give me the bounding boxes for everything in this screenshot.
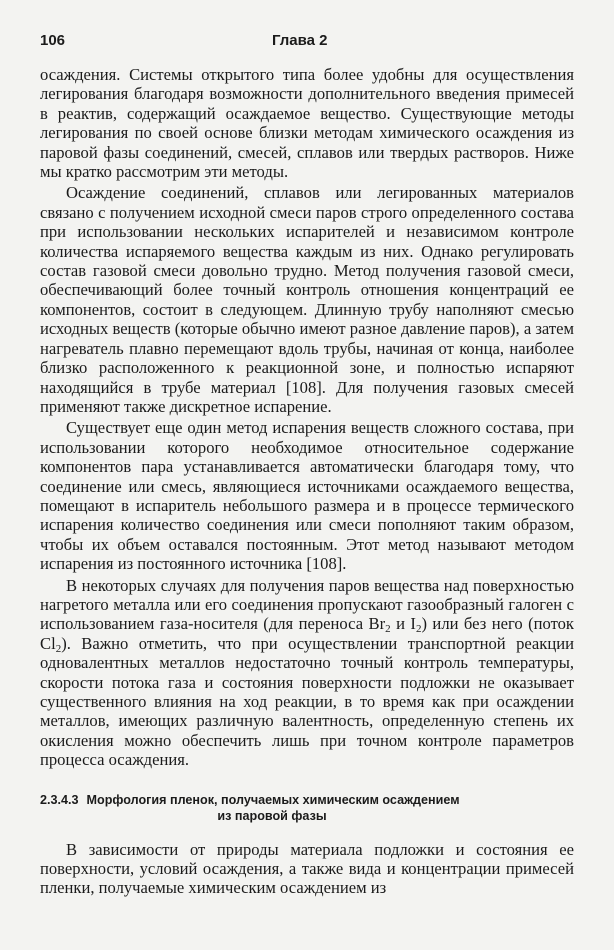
section-title-line-1: Морфология пленок, получаемых химическим осаждением — [86, 792, 460, 807]
paragraph-1: осаждения. Системы открытого типа более удобны для осуществления легирования благодаря возможности дополнительного введения примесей в реактив, содержащий осаждаемое вещество. Существующие методы легирования по своей основе близки методам химического осаждения из паровой фазы соединений, смесей, сплавов или твердых растворов. Ниже мы кратко рассмотрим эти методы. — [40, 65, 574, 182]
section-number: 2.3.4.3 — [40, 792, 79, 807]
page-header — [40, 32, 574, 52]
page-number: 106 — [40, 32, 66, 49]
page-body — [40, 65, 574, 900]
section-title-line-2: из паровой фазы — [217, 808, 327, 823]
paragraph-3: Существует еще один метод испарения веществ сложного состава, при использовании которого необходимое относительное содержание компонентов пара устанавливается автоматически благодаря тому, что соединение или смесь, являющиеся источниками осаждаемого вещества, помещают в испаритель небольшого размера и в процессе термического испарения количество соединения или смеси пополняют таким образом, чтобы их объем оставался постоянным. Этот метод называют методом испарения из постоянного источника [108]. — [40, 418, 574, 574]
paragraph-2: Осаждение соединений, сплавов или легированных материалов связано с получением исходной смеси паров строго определенного состава при использовании нескольких испарителей и независимом контроле количества испаряемого вещества каждым из них. Однако регулировать состав газовой смеси довольно трудно. Метод получения газовой смеси, обеспечивающий более точный контроль отношения концентраций ее компонентов, состоит в следующем. Длинную трубу наполняют смесью исходных веществ (которые обычно имеют разное давление паров), а затем нагреватель плавно перемещают вдоль трубы, начиная от конца, наиболее близко расположенного к реакционной зоне, и полностью испаряют находящийся в трубе материал [108]. Для получения газовых смесей применяют также дискретное испарение. — [40, 183, 574, 416]
paragraph-4: В некоторых случаях для получения паров вещества над поверхностью нагретого металла или его соединения пропускают газообразный галоген с использованием газа-носителя (для переноса $Br_2$ и $I_2$) или без него (поток $Cl_2$). Важно отметить, что при осуществлении транспортной реакции одновалентных металлов недостаточно точный контроль температуры, скорости потока газа и состояния поверхности подложки не оказывает существенного влияния на ход реакции, в то время как при осаждении металлов, имеющих различную валентность, определенную степень их окисления можно обеспечить лишь при точном контроле параметров процесса осаждения. — [40, 575, 574, 770]
paragraph-5: В зависимости от природы материала подложки и состояния ее поверхности, условий осаждения, а также вида и концентрации примесей пленки, получаемые химическим осаждением из — [40, 839, 574, 898]
chapter-title: Глава 2 — [272, 32, 328, 49]
section-heading — [40, 792, 574, 824]
